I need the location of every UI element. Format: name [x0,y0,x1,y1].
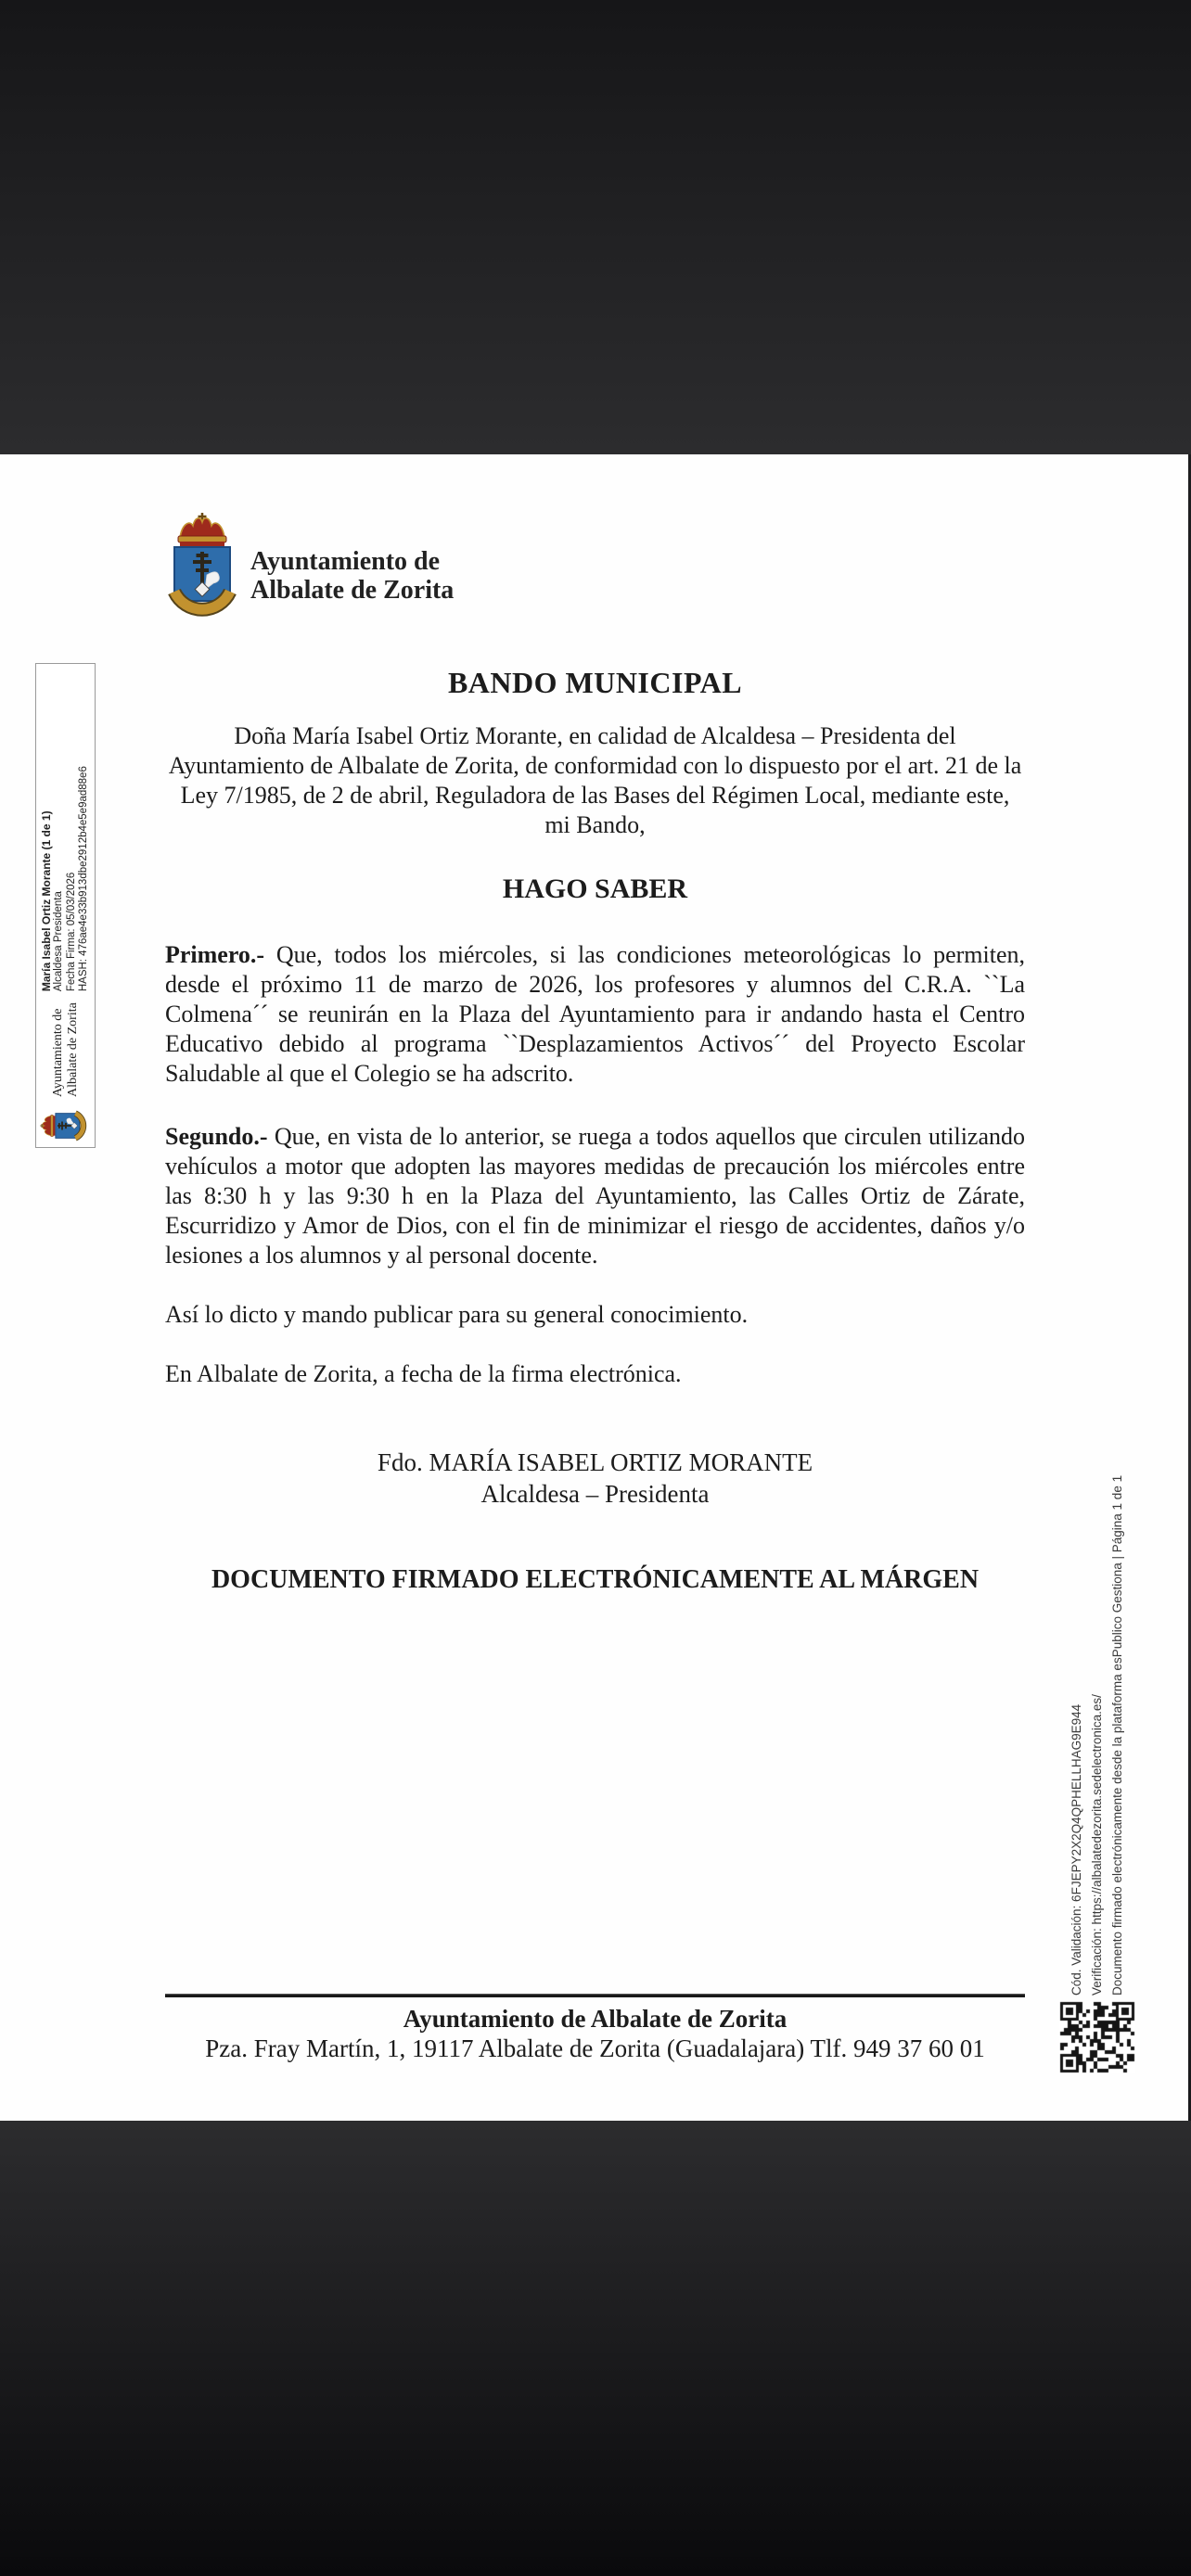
bottom-letterbox [0,2121,1191,2576]
stamp-signer-name: María Isabel Ortiz Morante (1 de 1) [39,810,53,992]
segundo-label: Segundo.- [165,1123,268,1150]
signature-block [165,1447,1025,1510]
document-page [0,454,1188,2121]
stamp-signer-info [41,766,91,991]
footer-rule [165,1994,1025,1997]
stamp-signer-role: Alcaldesa Presidenta [53,891,64,992]
header-org-line1: Ayuntamiento de [250,547,441,576]
signature-stamp-content [38,666,93,1143]
primero-text: Que, todos los miércoles, si las condiciones meteorológicas lo permiten, desde el próximo 11 de marzo de 2026, los profesores y alumnos del C.R.A. ``La Colmena´´ se reunirán en la Plaza del Ayuntamiento para ir andando hasta el Centro Educativo debido al programa ``Desplazamientos Activos´´ del Proyecto Escolar Saludable al que el Colegio se ha adscrito. [165,941,1025,1087]
top-letterbox [0,0,1191,454]
verification-url-line: Verificación: https://albalatedezorita.sedelectronica.es/ [1090,1694,1104,1996]
primero-label: Primero.- [165,941,265,968]
signed-electronically-notice: DOCUMENTO FIRMADO ELECTRÓNICAMENTE AL MÁRGEN [211,1565,980,1594]
signature-role: Alcaldesa – Presidenta [480,1480,710,1508]
intro-paragraph: Doña María Isabel Ortiz Morante, en calidad de Alcaldesa – Presidenta del Ayuntamiento de Albalate de Zorita, de conformidad con lo dispuesto por el art. 21 de la Ley 7/1985, de 2 de abril, Reguladora de las Bases del Régimen Local, mediante este, mi Bando, [168,722,1022,838]
primero-paragraph [165,940,1025,1089]
platform-line: Documento firmado electrónicamente desde la plataforma esPublico Gestiona | Página 1 de 1 [1110,1474,1124,1996]
stamp-org-line2: Albalate de Zorita [65,1002,80,1097]
header-org-line2: Albalate de Zorita [250,576,455,605]
coat-of-arms-icon [39,1108,93,1143]
footer-org: Ayuntamiento de Albalate de Zorita [403,2005,788,2033]
validation-code-line: Cód. Validación: 6FJEPY2X2Q4QPHELLHAG9E944 [1069,1703,1083,1996]
stamp-sign-date: Fecha Firma: 05/03/2026 [65,872,77,992]
footer-address: Pza. Fray Martín, 1, 19117 Albalate de Zorita (Guadalajara) Tlf. 949 37 60 01 [205,2034,985,2062]
header-org-name [250,510,454,605]
hago-saber-heading: HAGO SABER [502,874,688,904]
stamp-org-name [51,1002,81,1097]
closing-line: Así lo dicto y mando publicar para su general conocimiento. [165,1301,749,1328]
segundo-paragraph [165,1122,1025,1270]
coat-of-arms-icon [165,510,239,631]
validation-strip [1067,1439,1130,1996]
place-date-line: En Albalate de Zorita, a fecha de la firma electrónica. [165,1360,682,1387]
document-title: BANDO MUNICIPAL [447,666,743,699]
stamp-org-line1: Ayuntamiento de [50,1008,65,1097]
segundo-text: Que, en vista de lo anterior, se ruega a todos aquellos que circulen utilizando vehículos a motor que adopten las mayores medidas de precaución los miércoles entre las 8:30 h y las 9:30 h en la Plaza del Ayuntamiento, las Calles Ortiz de Zárate, Escurridizo y Amor de Dios, con el fin de minimizar el riesgo de accidentes, daños y/o lesiones a los alumnos y al personal docente. [165,1123,1025,1269]
signature-name: Fdo. MARÍA ISABEL ORTIZ MORANTE [377,1448,813,1476]
stamp-hash: HASH: 476ae4e33b913dbe2912b4e5e9ad88e6 [78,766,89,992]
qr-code [1059,2001,1135,2073]
document-header [165,510,454,631]
validation-strip-content [1067,1439,1128,1996]
signature-stamp-box [35,663,96,1148]
